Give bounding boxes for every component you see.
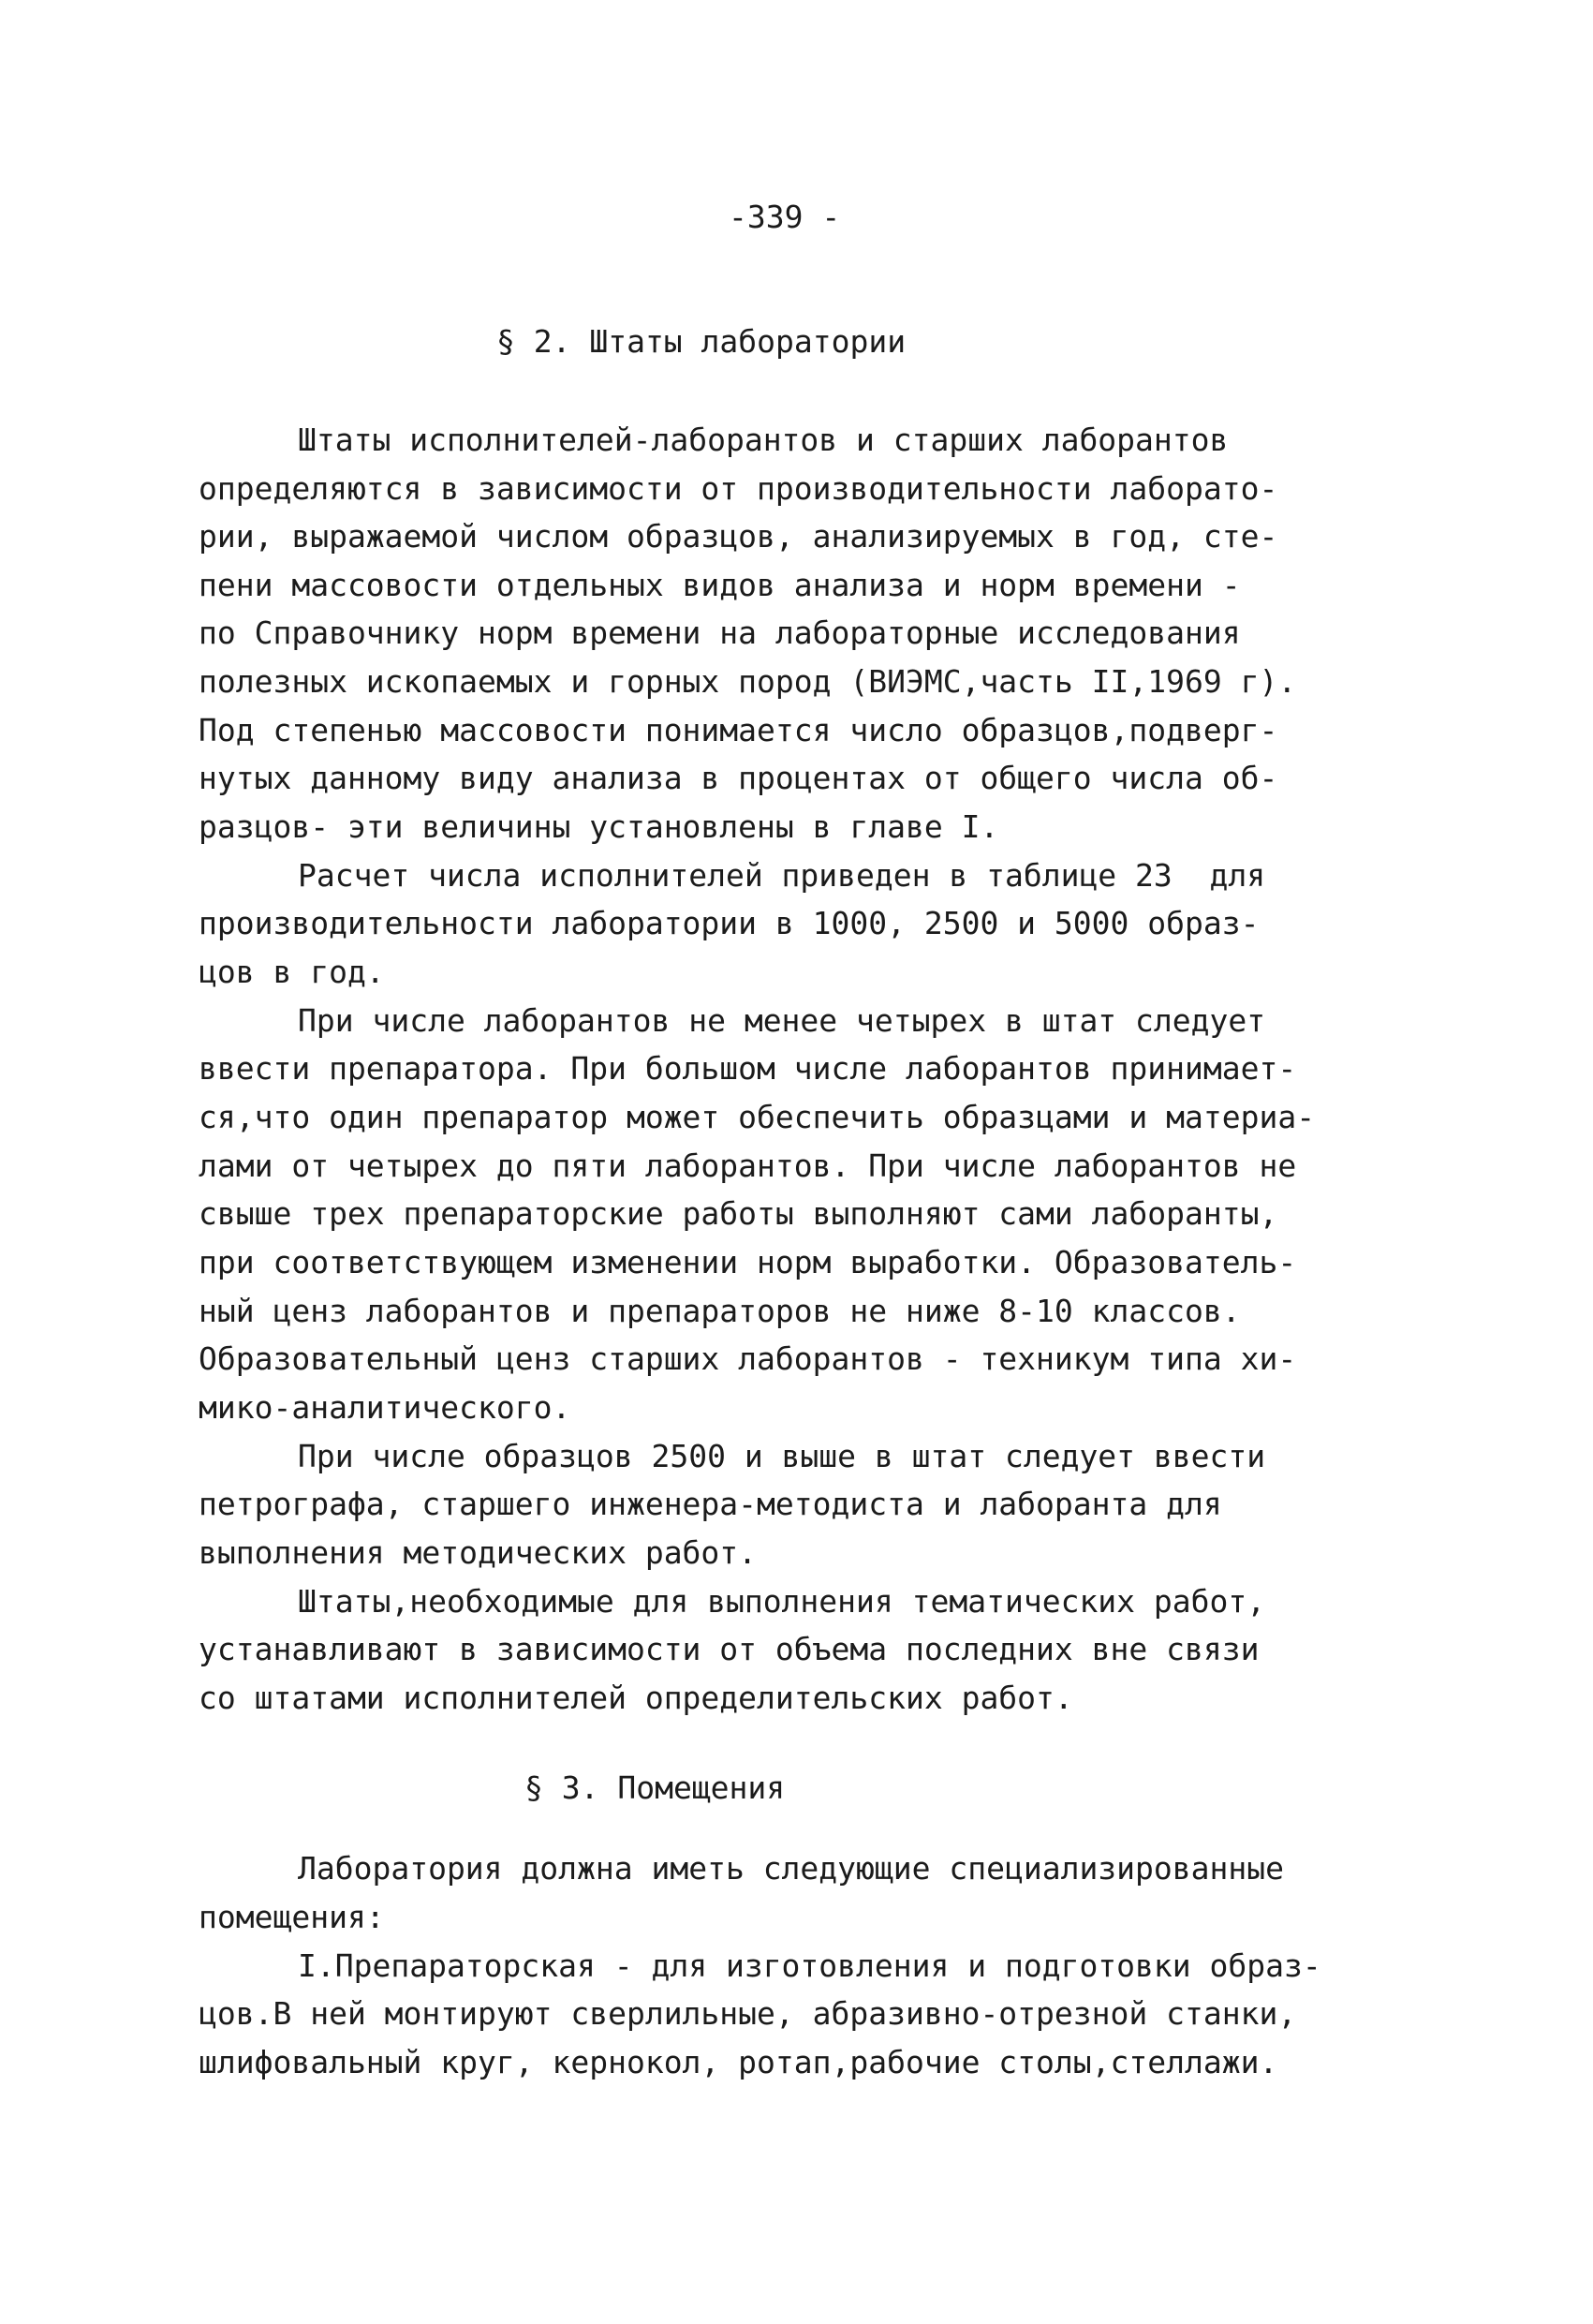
section-2-line: Штаты исполнителей-лаборантов и старших лаборантов (298, 422, 1229, 458)
section-2-line: выполнения методических работ. (199, 1534, 758, 1571)
section-3-line: помещения: (199, 1899, 385, 1935)
section-2-line: петрографа, старшего инженера-методиста и лаборанта для (199, 1486, 1222, 1522)
section-2-line: Расчет числа исполнителей приведен в таблице 23 для (298, 857, 1266, 894)
section-2-line: по Справочнику норм времени на лабораторные исследования (199, 614, 1241, 651)
section-2-line: Штаты,необходимые для выполнения тематических работ, (298, 1583, 1266, 1620)
section-2-line: пени массовости отдельных видов анализа и норм времени - (199, 567, 1241, 603)
section-3-line: шлифовальный круг, кернокол, ротап,рабочие столы,стеллажи. (199, 2044, 1278, 2080)
section-2-line: при соответствующем изменении норм выработки. Образователь- (199, 1244, 1297, 1280)
section-2-line: ный ценз лаборантов и препараторов не ниже 8-10 классов. (199, 1293, 1241, 1329)
page-number: -339 - (729, 199, 841, 235)
section-2-line: полезных ископаемых и горных пород (ВИЭМС,часть II,1969 г). (199, 663, 1297, 700)
section-2-line: ся,что один препаратор может обеспечить образцами и материа- (199, 1099, 1316, 1135)
section-2-line: ввести препаратора. При большом числе лаборантов принимает- (199, 1050, 1297, 1087)
section-2-line: рии, выражаемой числом образцов, анализируемых в год, сте- (199, 518, 1278, 555)
section-2-line: Под степенью массовости понимается число образцов,подверг- (199, 712, 1278, 748)
section-3-line: I.Препараторская - для изготовления и подготовки образ- (298, 1947, 1321, 1984)
section-2-line: Образовательный ценз старших лаборантов - техникум типа хи- (199, 1340, 1297, 1377)
section-2-line: лами от четырех до пяти лаборантов. При числе лаборантов не (199, 1147, 1297, 1184)
section-2-line: При числе лаборантов не менее четырех в штат следует (298, 1002, 1266, 1039)
section-2-line: свыше трех препараторские работы выполняют сами лаборанты, (199, 1195, 1278, 1232)
section-3-line: Лаборатория должна иметь следующие специализированные (298, 1850, 1284, 1887)
section-2-heading: § 2. Штаты лаборатории (496, 323, 907, 360)
section-2-line: цов в год. (199, 954, 385, 990)
section-2-line: производительности лаборатории в 1000, 2500 и 5000 образ- (199, 905, 1260, 941)
section-2-line: мико-аналитического. (199, 1389, 571, 1426)
section-3-line: цов.В ней монтируют сверлильные, абразивно-отрезной станки, (199, 1995, 1297, 2032)
section-3-heading: § 3. Помещения (524, 1769, 786, 1806)
section-2-line: устанавливают в зависимости от объема последних вне связи (199, 1631, 1260, 1667)
section-2-line: со штатами исполнителей определительских работ. (199, 1680, 1073, 1716)
section-2-line: определяются в зависимости от производительности лаборато- (199, 470, 1278, 507)
section-2-line: нутых данному виду анализа в процентах от общего числа об- (199, 760, 1278, 796)
section-2-line: При числе образцов 2500 и выше в штат следует ввести (298, 1438, 1266, 1474)
section-2-line: разцов- эти величины установлены в главе I. (199, 808, 999, 845)
